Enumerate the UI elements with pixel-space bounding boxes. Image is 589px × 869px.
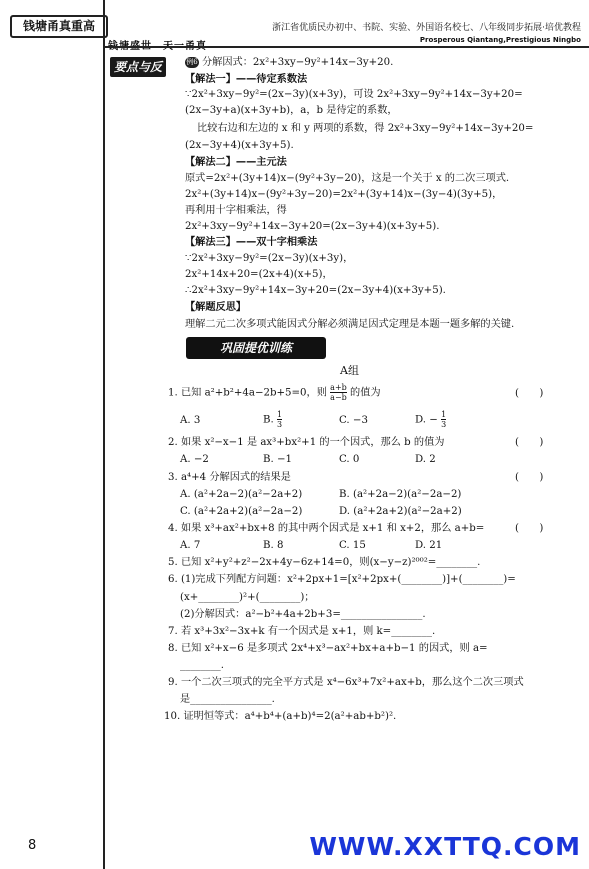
example-prompt-line — [185, 56, 393, 70]
question-10: 10. 证明恒等式：a⁴+b⁴+(a+b)⁴=2(a²+ab+b²)². — [164, 711, 397, 722]
question-9-cont: 是________________. — [180, 694, 275, 705]
method3-line1: ∵2x²+3xy−9y²=(2x−3y)(x+3y)， — [185, 253, 354, 264]
method1-line2: (2x−3y+a)(x+3y+b)，a，b 是待定的系数， — [185, 105, 398, 116]
q1-tail: 的值为 — [350, 387, 381, 399]
question-7: 7. 若 x³+3x²−3x+k 有一个因式是 x+1，则 k=________. — [168, 626, 436, 637]
method2-title: 【解法二】——主元法 — [185, 157, 287, 168]
q4-option-c: C. 15 — [339, 540, 366, 551]
header-rule — [104, 46, 589, 48]
header-right-title: 浙江省优质民办初中、书院、实验、外国语名校七、八年级同步拓展·培优教程 — [272, 23, 581, 33]
method1-line4: (2x−3y+4)(x+3y+5). — [185, 140, 294, 151]
question-5: 5. 已知 x²+y²+z²−2x+4y−6z+14=0，则(x−y−z)²⁰⁰²=________. — [168, 557, 481, 568]
group-label: A组 — [340, 364, 359, 377]
q2-option-d: D. 2 — [415, 454, 436, 465]
question-4: 4. 如果 x³+ax²+bx+8 的其中两个因式是 x+1 和 x+2，那么 a+b= — [168, 523, 485, 534]
q3-option-b: B. (a²+2a−2)(a²−2a−2) — [339, 489, 462, 500]
q2-option-a: A. −2 — [180, 454, 209, 465]
method2-line4: 2x²+3xy−9y²+14x−3y+20=(2x−3y+4)(x+3y+5). — [185, 221, 440, 232]
q1-numerator: a+b — [330, 383, 347, 392]
series-title-box: 钱塘甬真重高 — [10, 15, 108, 38]
q1-b-fraction — [277, 410, 282, 429]
q1-d-num: 1 — [441, 410, 447, 419]
q4-option-a: A. 7 — [180, 540, 201, 551]
method2-line3: 再利用十字相乘法，得 — [185, 205, 287, 216]
method2-line1: 原式=2x²+(3y+14)x−(9y²+3y−20)，这是一个关于 x 的二次三项式. — [185, 173, 510, 184]
q1-option-b — [263, 410, 282, 429]
question-6-part1-cont: (x+________)²+(________)； — [180, 592, 315, 603]
q3-option-c: C. (a²+2a+2)(a²−2a−2) — [180, 506, 303, 517]
practice-badge: 巩固提优训练 — [186, 337, 326, 359]
q2-option-c: C. 0 — [339, 454, 360, 465]
q1-fraction — [330, 383, 347, 402]
question-8: 8. 已知 x²+x−6 是多项式 2x⁴+x³−ax²+bx+a+b−1 的因式，则 a= — [168, 643, 488, 654]
q1-d-label: D. − — [415, 414, 438, 426]
q4-option-b: B. 8 — [263, 540, 284, 551]
q1-stem: 1. 已知 a²+b²+4a−2b+5=0，则 — [168, 387, 327, 399]
q3-option-a: A. (a²+2a−2)(a²−2a+2) — [180, 489, 303, 500]
method3-line3: ∴2x²+3xy−9y²+14x−3y+20=(2x−3y+4)(x+3y+5). — [185, 285, 446, 296]
question-1 — [168, 383, 381, 402]
method1-line1: ∵2x²+3xy−9y²=(2x−3y)(x+3y)，可设 2x²+3xy−9y²+14x−3y+20= — [185, 89, 523, 100]
page-number: 8 — [28, 838, 37, 853]
q2-answer-paren: ( ) — [515, 437, 544, 448]
method3-title: 【解法三】——双十字相乘法 — [185, 237, 318, 248]
q1-denominator: a−b — [330, 393, 347, 402]
question-6-part2: (2)分解因式：a²−b²+4a+2b+3=________________. — [180, 609, 426, 620]
q1-option-c: C. −3 — [339, 415, 368, 426]
q1-d-den: 3 — [441, 420, 447, 429]
q1-answer-paren: ( ) — [515, 388, 544, 399]
method1-line3: 比较右边和左边的 x 和 y 两项的系数，得 2x²+3xy−9y²+14x−3y+20= — [197, 123, 534, 134]
header-subtitle: Prosperous Qiantang,Prestigious Ningbo — [419, 36, 581, 44]
q1-b-label: B. — [263, 414, 274, 426]
question-8-cont: ________. — [180, 660, 224, 671]
q1-option-a: A. 3 — [180, 415, 201, 426]
example-prompt: 分解因式：2x²+3xy−9y²+14x−3y+20. — [202, 57, 394, 68]
section-badge: 要点与反思 — [110, 57, 166, 77]
example-icon: 例6 — [186, 57, 198, 66]
q1-b-num: 1 — [276, 410, 283, 419]
question-2: 2. 如果 x²−x−1 是 ax³+bx²+1 的一个因式，那么 b 的值为 — [168, 437, 445, 448]
q3-answer-paren: ( ) — [515, 472, 544, 483]
reflection-title: 【解题反思】 — [185, 302, 247, 313]
method2-line2: 2x²+(3y+14)x−(9y²+3y−20)=2x²+(3y+14)x−(3y−4)(3y+5)， — [185, 189, 503, 200]
q1-b-den: 3 — [276, 420, 283, 429]
q1-d-fraction — [441, 410, 446, 429]
question-6-part1: 6. (1)完成下列配方问题：x²+2px+1=[x²+2px+(________)]+(________)= — [168, 574, 516, 585]
q4-option-d: D. 21 — [415, 540, 443, 551]
q3-option-d: D. (a²+2a+2)(a²−2a+2) — [339, 506, 462, 517]
watermark-url: WWW.XXTTQ.COM — [309, 832, 581, 861]
method3-line2: 2x²+14x+20=(2x+4)(x+5)， — [185, 269, 333, 280]
header-left-title — [108, 37, 207, 52]
q4-answer-paren: ( ) — [515, 523, 544, 534]
q2-option-b: B. −1 — [263, 454, 292, 465]
q1-option-d — [415, 410, 446, 429]
method1-title: 【解法一】——待定系数法 — [185, 74, 308, 85]
margin-divider — [103, 0, 105, 869]
reflection-text: 理解二元二次多项式能因式分解必须满足因式定理是本题一题多解的关键. — [185, 319, 515, 330]
question-3: 3. a⁴+4 分解因式的结果是 — [168, 472, 291, 483]
question-9: 9. 一个二次三项式的完全平方式是 x⁴−6x³+7x²+ax+b，那么这个二次三项式 — [168, 677, 524, 688]
